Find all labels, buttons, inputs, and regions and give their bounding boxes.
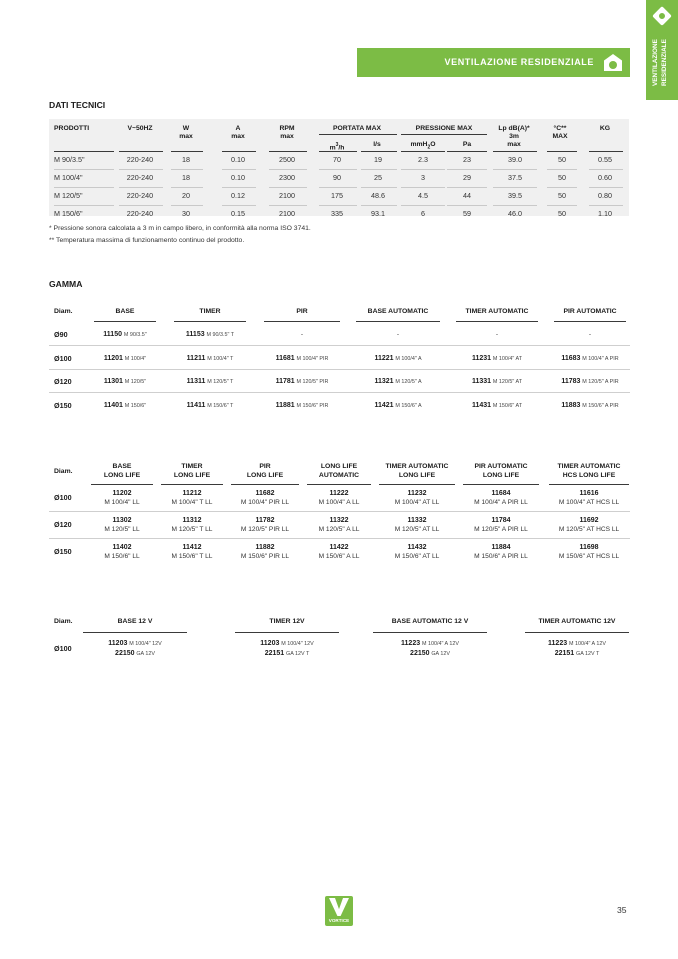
product-code: 11201 — [103, 354, 123, 362]
product-code: 11402 — [112, 544, 132, 551]
gamma1-cell — [352, 330, 444, 339]
product-code: 11321 — [374, 378, 394, 385]
tech-cell: 2500 — [279, 155, 295, 164]
product-code: 11422 — [329, 544, 349, 551]
product-desc: M 100/4" T — [207, 355, 234, 362]
tech-cell: 4.5 — [418, 191, 428, 200]
gamma3-header: BASE 12 V — [117, 618, 153, 625]
product-desc: M 100/4" A 12V — [568, 641, 606, 647]
product-code: 11232 — [407, 490, 427, 497]
dash: - — [396, 331, 400, 338]
gamma2-cell — [546, 543, 632, 561]
gamma1-cell — [170, 354, 250, 364]
gamma1-cell — [550, 377, 630, 387]
gamma2-header-l1: BASE — [112, 463, 132, 470]
tech-cell: 50 — [558, 209, 566, 218]
gamma3-header: Diam. — [54, 618, 73, 625]
product-code: 11150 — [103, 331, 122, 338]
product-code: 11212 — [182, 490, 202, 497]
th-ls: l/s — [373, 141, 381, 148]
tech-table — [49, 119, 629, 216]
gamma2-cell — [546, 489, 632, 507]
tech-cell: 2.3 — [418, 155, 428, 164]
gamma2-cell — [158, 543, 226, 561]
gamma1-cell — [352, 354, 444, 364]
note-temperature: ** Temperatura massima di funzionamento continuo del prodotto. — [49, 237, 245, 244]
gamma3-cell — [370, 639, 490, 659]
product-desc: M 150/6" PIR LL — [240, 553, 290, 560]
tech-cell: 2100 — [279, 209, 295, 218]
gamma2-header-l2: LONG LIFE — [482, 471, 520, 479]
gamma2-header — [546, 463, 632, 480]
product-desc: M 100/4" A PIR — [582, 355, 619, 362]
gamma2-header-l2: AUTOMATIC — [318, 471, 360, 479]
product-code: 11322 — [329, 517, 349, 524]
gamma2-cell — [376, 543, 458, 561]
gamma2-cell — [88, 516, 156, 534]
tech-cell: 19 — [374, 155, 382, 164]
product-desc: M 120/5" PIR LL — [240, 526, 290, 533]
tech-cell: 18 — [182, 155, 190, 164]
product-code: 11781 — [275, 378, 295, 385]
product-code: 11692 — [579, 517, 599, 524]
th-w-label: W — [182, 125, 190, 132]
product-desc: M 100/4" LL — [104, 499, 140, 506]
product-code: 11223 — [548, 640, 568, 647]
gamma2-header-l2: LONG LIFE — [246, 471, 284, 479]
gamma1-header: Diam. — [54, 308, 73, 315]
vortice-logo — [325, 896, 353, 926]
tech-cell: 50 — [558, 173, 566, 182]
side-section-tab — [646, 0, 678, 100]
product-desc: M 120/5" AT LL — [394, 526, 440, 533]
tech-cell: 18 — [182, 173, 190, 182]
tech-cell: 44 — [463, 191, 471, 200]
product-code: 11302 — [112, 517, 132, 524]
gamma2-cell — [460, 543, 542, 561]
product-code: 11683 — [561, 354, 581, 362]
tech-cell: 20 — [182, 191, 190, 200]
product-desc: M 150/6" AT HCS LL — [558, 553, 620, 560]
tech-cell: 70 — [333, 155, 341, 164]
gamma2-header-l2: HCS LONG LIFE — [562, 471, 616, 479]
product-desc: M 100/4" A LL — [318, 499, 360, 506]
gamma2-diam: Ø150 — [54, 547, 72, 556]
tech-cell: 23 — [463, 155, 471, 164]
product-code: 11332 — [407, 517, 427, 524]
section-banner — [357, 48, 630, 77]
gamma1-header: BASE AUTOMATIC — [367, 308, 429, 315]
tech-cell: 39.0 — [508, 155, 522, 164]
tech-cell: 37.5 — [508, 173, 522, 182]
product-desc: M 120/5" LL — [104, 526, 140, 533]
gamma1-diam: Ø120 — [54, 377, 72, 386]
product-code: 22150 — [410, 650, 430, 657]
gamma1-cell — [90, 354, 160, 364]
tech-cell: 0.55 — [598, 155, 612, 164]
gamma3-cell — [80, 639, 190, 659]
gamma3-cell — [522, 639, 632, 659]
product-code: 11884 — [491, 544, 511, 551]
gamma2-header-l1: LONG LIFE — [320, 463, 358, 470]
tech-cell: 220-240 — [126, 191, 154, 200]
tech-cell: 0.15 — [231, 209, 245, 218]
product-desc: M 120/5" AT — [492, 379, 523, 385]
dash: - — [588, 331, 592, 338]
gamma1-diam: Ø100 — [54, 353, 72, 363]
gamma2-cell — [376, 516, 458, 534]
product-code: 11682 — [255, 490, 275, 497]
product-desc: M 120/5" T — [207, 379, 234, 385]
gamma2-header-l1: TIMER AUTOMATIC — [557, 463, 621, 470]
gamma1-cell — [90, 401, 160, 411]
gamma1-header: BASE — [115, 308, 135, 315]
dash: - — [300, 331, 304, 338]
th-lp — [489, 125, 539, 149]
product-desc: M 150/6" LL — [104, 553, 140, 560]
gamma2-cell — [228, 543, 302, 561]
product-desc: GA 12V — [136, 651, 155, 657]
product-desc: M 150/6" A PIR — [582, 402, 619, 409]
product-desc: M 150/6" A LL — [318, 553, 360, 560]
product-desc: M 90/3.5" — [123, 332, 147, 338]
th-rpm — [267, 125, 307, 141]
tech-cell: 220-240 — [126, 209, 154, 218]
tech-cell: 50 — [558, 191, 566, 200]
product-code: 11421 — [374, 401, 394, 409]
tech-cell: 39.5 — [508, 191, 522, 200]
tech-cell: 46.0 — [508, 209, 522, 218]
gamma3-header: TIMER 12V — [269, 618, 305, 625]
th-a — [220, 125, 256, 141]
tech-cell: 59 — [463, 209, 471, 218]
product-code: 22151 — [264, 650, 285, 657]
product-code: 11202 — [112, 490, 132, 497]
tech-cell: 0.60 — [598, 173, 612, 182]
tech-cell: 90 — [333, 173, 341, 182]
tech-cell: 220-240 — [126, 173, 154, 182]
gamma2-diam: Ø120 — [54, 520, 72, 529]
product-desc: M 100/4" PIR LL — [240, 499, 290, 506]
tech-cell: 0.10 — [231, 173, 245, 182]
tech-cell: 3 — [421, 173, 425, 182]
tech-cell: 0.12 — [231, 191, 245, 200]
gamma1-cell — [260, 401, 344, 411]
gamma1-diam: Ø150 — [54, 400, 72, 410]
product-code: 11616 — [579, 490, 599, 497]
tech-cell: 175 — [331, 191, 343, 200]
tech-cell: 2300 — [279, 173, 295, 182]
product-code: 11222 — [329, 490, 349, 497]
gamma1-header: PIR AUTOMATIC — [563, 308, 617, 315]
gamma3-diam: Ø100 — [54, 644, 72, 653]
gamma1-cell — [170, 377, 250, 387]
product-desc: M 100/4" 12V — [281, 641, 314, 647]
gamma1-cell — [260, 377, 344, 387]
product-desc: M 100/4" — [124, 355, 147, 362]
product-desc: M 100/4" T LL — [171, 499, 213, 506]
gamma1-header: PIR — [296, 308, 308, 315]
product-desc: GA 12V — [431, 651, 450, 657]
th-pa: Pa — [462, 141, 472, 148]
product-code: 11153 — [185, 331, 205, 338]
product-code: 11221 — [374, 354, 394, 362]
product-code: 11401 — [103, 401, 123, 409]
product-code: 11883 — [561, 401, 581, 409]
gamma2-cell — [304, 516, 374, 534]
th-mmh2o: mmH$_2$O — [410, 141, 436, 151]
th-rpm-label: RPM — [279, 125, 295, 132]
th-temp-2: MAX — [552, 133, 568, 140]
product-desc: M 120/5" A LL — [318, 526, 360, 533]
th-prodotti: PRODOTTI — [54, 125, 90, 132]
product-desc: M 120/5" — [124, 379, 147, 385]
tech-cell: 6 — [421, 209, 425, 218]
house-icon — [604, 54, 622, 71]
gamma2-cell — [304, 489, 374, 507]
product-desc: M 150/6" — [124, 402, 147, 409]
th-lp-3: max — [507, 141, 521, 148]
product-desc: M 100/4" PIR — [296, 355, 329, 362]
gamma2-cell — [158, 489, 226, 507]
product-code: 11782 — [255, 517, 275, 524]
product-desc: M 150/6" A PIR LL — [474, 553, 528, 560]
product-code: 11331 — [471, 378, 492, 385]
th-lp-1: Lp dB(A)* — [498, 125, 530, 132]
product-code: 11223 — [401, 640, 421, 647]
product-desc: M 150/6" AT — [492, 402, 523, 409]
gamma2-header — [228, 463, 302, 480]
gamma1-cell — [452, 377, 542, 387]
product-code: 22151 — [554, 650, 575, 657]
gamma1-cell — [452, 330, 542, 339]
product-code: 11412 — [182, 544, 202, 551]
product-code: 11203 — [108, 640, 128, 647]
product-desc: M 100/4" AT — [492, 355, 523, 362]
th-a-sub: max — [231, 133, 245, 140]
product-desc: M 150/6" T LL — [171, 553, 213, 560]
product-code: 11203 — [260, 640, 280, 647]
gamma2-header — [304, 463, 374, 480]
product-code: 11684 — [491, 490, 511, 497]
gamma2-header — [88, 463, 156, 480]
tech-cell: 93.1 — [371, 209, 385, 218]
product-code: 11783 — [561, 378, 581, 385]
tech-cell: 335 — [331, 209, 343, 218]
gamma2-cell — [88, 543, 156, 561]
product-code: 11784 — [491, 517, 511, 524]
product-desc: M 120/5" T LL — [171, 526, 213, 533]
tech-cell: 2100 — [279, 191, 295, 200]
dash: - — [495, 331, 499, 338]
product-desc: M 100/4" A 12V — [421, 641, 459, 647]
gamma2-header-l2: LONG LIFE — [173, 471, 211, 479]
product-desc: M 100/4" AT HCS LL — [558, 499, 620, 506]
product-desc: GA 12V T — [576, 651, 600, 657]
product-code: 11681 — [275, 354, 295, 362]
page-number: 35 — [617, 905, 627, 915]
tech-cell: 1.10 — [598, 209, 612, 218]
product-code: 11411 — [186, 401, 206, 409]
gamma-title: GAMMA — [49, 279, 83, 289]
side-tab-label: VENTILAZIONE RESIDENZIALE — [652, 39, 668, 87]
gamma1-cell — [260, 330, 344, 339]
product-desc: M 100/4" 12V — [129, 641, 162, 647]
gamma2-header — [460, 463, 542, 480]
gamma2-cell — [228, 489, 302, 507]
product-desc: M 150/6" T — [207, 402, 234, 409]
leaf-icon — [652, 6, 672, 26]
product-desc: M 150/6" PIR — [296, 402, 329, 409]
th-m3h: $m^3/h$ — [329, 142, 345, 152]
gamma2-header-l1: PIR AUTOMATIC — [474, 463, 528, 470]
product-desc: M 120/5" PIR — [296, 379, 329, 385]
product-desc: M 120/5" A — [395, 379, 422, 385]
logo-text: VORTICE — [328, 918, 350, 923]
gamma1-cell — [170, 330, 250, 340]
gamma2-cell — [460, 489, 542, 507]
product-desc: M 150/6" A — [395, 402, 422, 409]
tech-cell: M 100/4" — [54, 173, 83, 182]
gamma1-cell — [170, 401, 250, 411]
product-desc: M 90/3.5" T — [206, 332, 235, 338]
product-code: 11312 — [182, 517, 202, 524]
gamma2-header — [158, 463, 226, 480]
product-desc: M 120/5" AT HCS LL — [558, 526, 620, 533]
th-temp — [543, 125, 577, 141]
th-kg: KG — [599, 125, 611, 132]
product-code: 11431 — [471, 401, 492, 409]
product-code: 22150 — [115, 650, 135, 657]
th-rpm-sub: max — [280, 133, 294, 140]
gamma2-cell — [460, 516, 542, 534]
product-code: 11211 — [186, 354, 206, 362]
th-temp-1: °C** — [553, 125, 567, 132]
product-desc: M 100/4" AT LL — [394, 499, 440, 506]
tech-cell: 220-240 — [126, 155, 154, 164]
gamma2-cell — [546, 516, 632, 534]
th-volt: V~50HZ — [127, 125, 153, 132]
tech-cell: 0.80 — [598, 191, 612, 200]
product-desc: M 120/5" A PIR — [582, 379, 619, 385]
vortice-v-icon — [329, 898, 349, 916]
gamma1-cell — [452, 401, 542, 411]
tech-cell: M 90/3.5" — [54, 155, 85, 164]
product-desc: M 150/6" AT LL — [394, 553, 440, 560]
banner-label: VENTILAZIONE RESIDENZIALE — [444, 57, 594, 67]
product-code: 11301 — [103, 378, 123, 385]
tech-cell: M 150/6" — [54, 209, 83, 218]
th-portata: PORTATA MAX — [332, 125, 382, 132]
gamma1-cell — [260, 354, 344, 364]
gamma1-cell — [90, 377, 160, 387]
tech-cell: 0.10 — [231, 155, 245, 164]
gamma1-header: TIMER — [199, 308, 221, 315]
gamma1-cell — [352, 377, 444, 387]
gamma1-cell — [550, 330, 630, 339]
product-code: 11311 — [186, 378, 206, 385]
product-code: 11698 — [579, 544, 599, 551]
gamma2-header-l1: PIR — [259, 463, 271, 470]
gamma2-header-diam: Diam. — [54, 468, 73, 475]
gamma3-header: BASE AUTOMATIC 12 V — [391, 618, 469, 625]
gamma1-cell — [452, 354, 542, 364]
product-desc: GA 12V T — [286, 651, 310, 657]
tech-cell: M 120/5" — [54, 191, 83, 200]
th-w-sub: max — [179, 133, 193, 140]
product-desc: M 100/4" A — [395, 355, 422, 362]
gamma3-cell — [232, 639, 342, 659]
th-w — [169, 125, 203, 141]
tech-cell: 48.6 — [371, 191, 385, 200]
gamma1-header: TIMER AUTOMATIC — [465, 308, 529, 315]
tech-title: DATI TECNICI — [49, 100, 106, 110]
gamma2-header-l1: TIMER AUTOMATIC — [385, 463, 449, 470]
gamma2-cell — [304, 543, 374, 561]
gamma1-cell — [352, 401, 444, 411]
tech-cell: 30 — [182, 209, 190, 218]
gamma1-cell — [550, 354, 630, 364]
product-code: 11432 — [407, 544, 427, 551]
gamma2-cell — [88, 489, 156, 507]
gamma3-header: TIMER AUTOMATIC 12V — [538, 618, 616, 625]
gamma1-cell — [90, 330, 160, 340]
gamma2-header-l1: TIMER — [181, 463, 203, 470]
tech-cell: 50 — [558, 155, 566, 164]
gamma1-diam: Ø90 — [54, 330, 68, 339]
gamma2-header — [376, 463, 458, 480]
product-code: 11231 — [471, 354, 492, 362]
th-lp-2: 3m — [509, 133, 519, 140]
tech-cell: 29 — [463, 173, 471, 182]
th-pressione: PRESSIONE MAX — [415, 125, 473, 132]
th-a-label: A — [235, 125, 241, 132]
product-desc: M 100/4" A PIR LL — [474, 499, 528, 506]
gamma1-cell — [550, 401, 630, 411]
product-desc: M 120/5" A PIR LL — [474, 526, 528, 533]
product-code: 11881 — [275, 401, 295, 409]
gamma2-diam: Ø100 — [54, 493, 72, 502]
gamma2-header-l2: LONG LIFE — [398, 471, 436, 479]
note-sound: * Pressione sonora calcolata a 3 m in campo libero, in conformità alla norma ISO 3741. — [49, 225, 311, 232]
gamma2-header-l2: LONG LIFE — [103, 471, 141, 479]
tech-cell: 25 — [374, 173, 382, 182]
gamma2-cell — [228, 516, 302, 534]
product-code: 11882 — [255, 544, 275, 551]
gamma2-cell — [376, 489, 458, 507]
gamma2-cell — [158, 516, 226, 534]
